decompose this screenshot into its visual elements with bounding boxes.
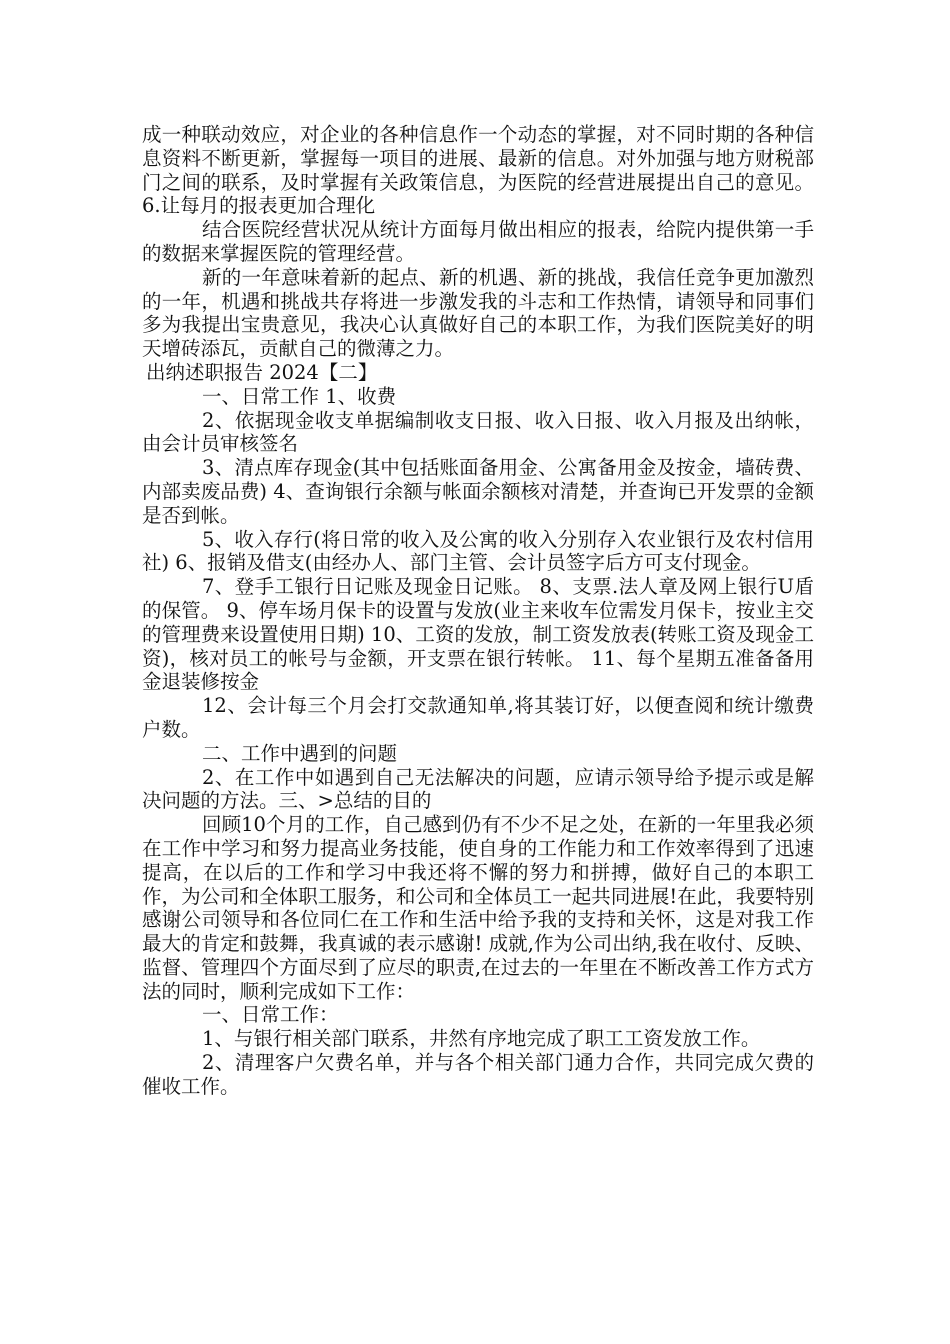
list-item: 3、清点库存现金(其中包括账面备用金、公寓备用金及按金，墙砖费、内部卖废品费) 4、查询银行余额与帐面余额核对清楚，并查询已开发票的金额是否到帐。 bbox=[142, 456, 814, 527]
subheading: 一、日常工作： bbox=[202, 1003, 339, 1027]
paragraph: 回顾10个月的工作，自己感到仍有不少不足之处，在新的一年里我必须在工作中学习和努力提高业务技能，使自身的工作能力和工作效率得到了迅速提高，在以后的工作和学习中我还将不懈的努力和拼搏，做好自己的本职工作，为公司和全体职工服务，和公司和全体员工一起共同进展!在此，我要特别感谢公司领导和各位同仁在工作和生活中给予我的支持和关怀，这是对我工作最大的肯定和鼓舞，我真诚的表示感谢! 成就,作为公司出纳,我在收付、反映、监督、管理四个方面尽到了应尽的职责,在过去的一年里在不断改善工作方式方法的同时，顺利完成如下工作： bbox=[142, 813, 814, 1003]
list-item: 7、登手工银行日记账及现金日记账。 8、支票.法人章及网上银行U盾的保管。 9、停车场月保卡的设置与发放(业主来收车位需发月保卡，按业主交的管理费来设置使用日期) 10、工资的发放，制工资发放表(转账工资及现金工资)，核对员工的帐号与金额，开支票在银行转帐。 11、每个星期五准备备用金退装修按金 bbox=[142, 575, 814, 694]
list-item: 2、依据现金收支单据编制收支日报、收入日报、收入月报及出纳帐，由会计员审核签名 bbox=[142, 408, 814, 456]
paragraph: 结合医院经营状况从统计方面每月做出相应的报表，给院内提供第一手的数据来掌握医院的管理经营。 bbox=[142, 218, 814, 265]
section-title: 出纳述职报告 2024【二】 bbox=[146, 360, 378, 384]
subheading: 二、工作中遇到的问题 bbox=[202, 741, 398, 765]
subheading: 一、日常工作 1、收费 bbox=[202, 384, 397, 408]
list-item: 12、会计每三个月会打交款通知单,将其装订好，以便查阅和统计缴费户数。 bbox=[142, 694, 814, 741]
paragraph-continuation: 成一种联动效应，对企业的各种信息作一个动态的掌握，对不同时期的各种信息资料不断更新，掌握每一项目的进展、最新的信息。对外加强与地方财税部门之间的联系，及时掌握有关政策信息，为医院的经营进展提出自己的意见。 6.让每月的报表更加合理化 bbox=[142, 123, 814, 218]
list-item: 2、在工作中如遇到自己无法解决的问题，应请示领导给予提示或是解决问题的方法。三、>总结的目的 bbox=[142, 765, 814, 813]
paragraph: 新的一年意味着新的起点、新的机遇、新的挑战，我信任竞争更加激烈的一年，机遇和挑战共存将进一步激发我的斗志和工作热情，请领导和同事们多为我提出宝贵意见，我决心认真做好自己的本职工作，为我们医院美好的明天增砖添瓦，贡献自己的微薄之力。 bbox=[142, 265, 814, 361]
list-item: 2、清理客户欠费名单，并与各个相关部门通力合作，共同完成欠费的催收工作。 bbox=[142, 1051, 814, 1098]
document-body bbox=[142, 123, 814, 1099]
list-item: 1、与银行相关部门联系，井然有序地完成了职工工资发放工作。 bbox=[202, 1027, 761, 1051]
list-item: 5、收入存行(将日常的收入及公寓的收入分别存入农业银行及农村信用社) 6、报销及借支(由经办人、部门主管、会计员签字后方可支付现金。 bbox=[142, 527, 814, 575]
